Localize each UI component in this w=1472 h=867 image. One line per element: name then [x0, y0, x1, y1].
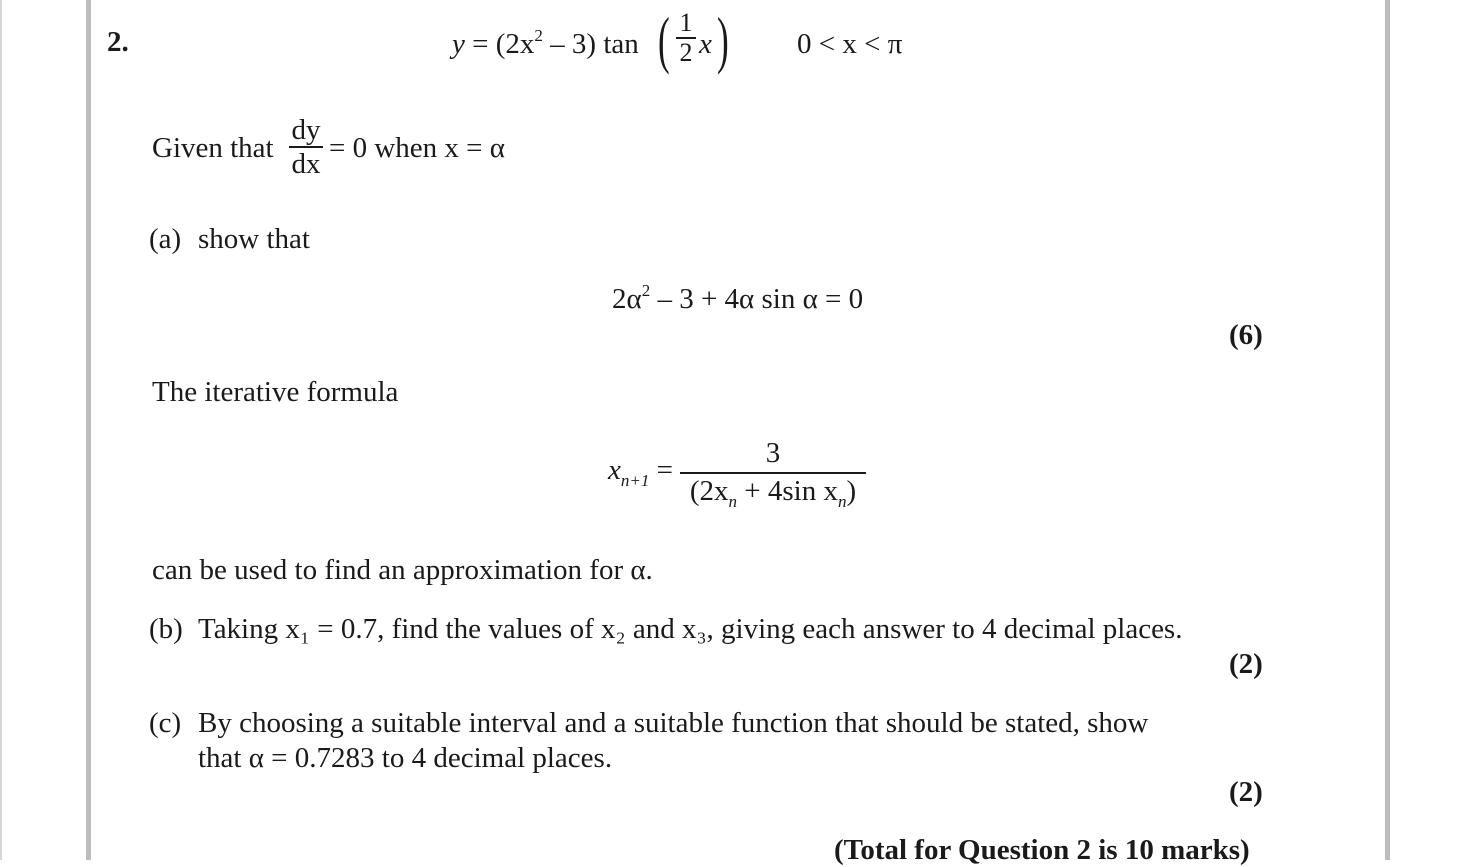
question-number: 2. [107, 26, 129, 58]
equation-fraction [676, 9, 696, 67]
left-margin-rule [86, 0, 91, 860]
iterative-x: x [608, 454, 621, 486]
equation-tan: – 3) tan [542, 28, 639, 60]
part-a-text: show that [198, 223, 310, 255]
equation-paren-open: ( [658, 4, 670, 75]
part-c-line-1: By choosing a suitable interval and a suitable function that should be stated, show [198, 707, 1149, 739]
equation-var: x [699, 28, 712, 60]
part-c-label: (c) [149, 707, 182, 739]
iterative-subscript: n+1 [620, 471, 650, 490]
iterative-equals: = [656, 454, 673, 486]
equation-left [452, 28, 639, 61]
fraction-denominator: 2 [679, 37, 693, 67]
part-a-eq-lead: 2α [612, 283, 642, 315]
part-c-line-2: that α = 0.7283 to 4 decimal places. [198, 742, 613, 774]
part-a-eq-tail: – 3 + 4α sin α = 0 [650, 283, 864, 315]
iterative-denominator [680, 474, 866, 512]
part-a-equation [612, 283, 863, 316]
page-edge [0, 0, 2, 860]
den-sub-1: n [728, 491, 738, 511]
given-prefix: Given that [152, 132, 274, 164]
part-a-marks: (6) [1229, 319, 1263, 351]
equation-expr: (2x [495, 28, 535, 60]
given-suffix: = 0 when x = α [329, 132, 505, 164]
part-a-label: (a) [149, 223, 182, 255]
equation-square: 2 [534, 26, 543, 45]
question-total: (Total for Question 2 is 10 marks) [834, 834, 1250, 866]
right-margin-rule [1385, 0, 1390, 860]
part-b-label: (b) [149, 613, 183, 645]
den-sub-2: n [837, 491, 847, 511]
part-c-marks: (2) [1229, 776, 1263, 808]
iterative-intro: The iterative formula [152, 376, 399, 408]
equation-paren-close: ) [717, 4, 729, 75]
iterative-lhs [608, 454, 673, 490]
equation-equals: = [472, 28, 489, 60]
den-part-a: (2x [689, 474, 729, 507]
derivative-fraction [289, 114, 323, 180]
iterative-after: can be used to find an approximation for α. [152, 554, 653, 586]
equation-lhs: y [452, 28, 465, 60]
derivative-denominator: dx [291, 147, 321, 180]
iterative-numerator: 3 [765, 437, 781, 469]
part-a-eq-square: 2 [641, 281, 651, 300]
iterative-fraction [680, 436, 866, 512]
den-part-b: + 4sin x [737, 474, 838, 507]
den-part-c: ) [846, 474, 857, 507]
part-b-marks: (2) [1229, 648, 1263, 680]
derivative-numerator: dy [291, 114, 321, 146]
equation-domain: 0 < x < π [797, 28, 903, 60]
part-b-text: Taking x₁ = 0.7, find the values of x₂ and x₃, giving each answer to 4 decimal places. [198, 613, 1183, 645]
fraction-numerator: 1 [679, 8, 693, 37]
